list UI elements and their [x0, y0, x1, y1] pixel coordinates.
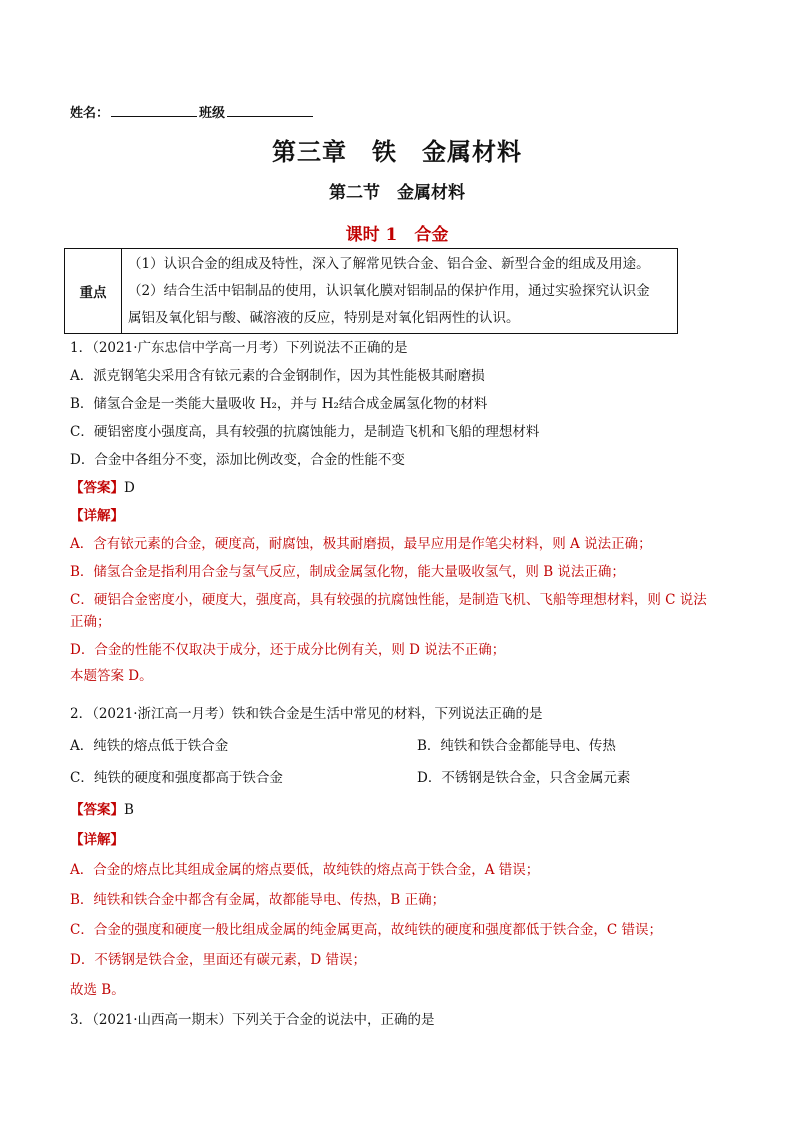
class-label: 班级 [199, 106, 226, 121]
q1-explain-c: C．硬铝合金密度小，硬度大，强度高，具有较强的抗腐蚀性能，是制造飞机、飞船等理想材料，则 C 说法 [70, 592, 707, 608]
q1-answer [70, 478, 135, 498]
q2-conclusion: 故选 B。 [70, 982, 125, 998]
q2-detail-label: 【详解】 [70, 832, 124, 848]
q2-explain-b: B．纯铁和铁合金中都含有金属，故都能导电、传热，B 正确； [70, 892, 446, 908]
q2-options-row-1 [70, 736, 730, 756]
q2-answer [70, 800, 134, 820]
name-label: 姓名： [70, 106, 110, 121]
q1-option-d: D．合金中各组分不变，添加比例改变，合金的性能不变 [70, 452, 405, 468]
q2-options-row-2 [70, 768, 730, 788]
q1-explain-d: D．合金的性能不仅取决于成分，还于成分比例有关，则 D 说法不正确； [70, 642, 506, 658]
key-points-label: 重点 [65, 249, 122, 333]
key-point-2-cont: 属铝及氧化铝与酸、碱溶液的反应，特别是对氧化铝两性的认识。 [128, 310, 520, 326]
q2-answer-value: B [124, 802, 134, 818]
q2-explain-a: A．合金的熔点比其组成金属的熔点要低，故纯铁的熔点高于铁合金，A 错误； [70, 862, 540, 878]
q2-option-b: B．纯铁和铁合金都能导电、传热 [417, 738, 616, 754]
q1-option-a: A．派克钢笔尖采用含有铱元素的合金钢制作，因为其性能极其耐磨损 [70, 368, 485, 384]
q1-option-c: C．硬铝密度小强度高，具有较强的抗腐蚀能力，是制造飞机和飞船的理想材料 [70, 424, 540, 440]
chapter-title: 第三章 铁 金属材料 [272, 137, 522, 166]
q1-stem: 1．（2021·广东忠信中学高一月考）下列说法不正确的是 [70, 340, 408, 356]
class-blank[interactable] [227, 104, 313, 117]
q1-answer-label: 【答案】 [70, 480, 124, 496]
student-info-line [70, 102, 315, 121]
key-point-2: （2）结合生活中铝制品的使用，认识氧化膜对铝制品的保护作用，通过实验探究认识金 [128, 283, 650, 299]
key-points-box [64, 248, 678, 334]
name-blank[interactable] [111, 104, 197, 117]
q1-explain-a: A．含有铱元素的合金，硬度高，耐腐蚀，极其耐磨损，最早应用是作笔尖材料，则 A 说法正确； [70, 536, 652, 552]
q1-detail-label: 【详解】 [70, 508, 124, 524]
q3-stem: 3．（2021·山西高一期末）下列关于合金的说法中，正确的是 [70, 1012, 435, 1028]
key-point-1: （1）认识合金的组成及特性，深入了解常见铁合金、铝合金、新型合金的组成及用途。 [128, 256, 650, 272]
q1-option-b: B．储氢合金是一类能大量吸收 H₂，并与 H₂结合成金属氢化物的材料 [70, 396, 488, 412]
q1-answer-value: D [124, 480, 135, 496]
q2-option-d: D．不锈钢是铁合金，只含金属元素 [417, 770, 631, 786]
lesson-title: 课时 1 合金 [345, 225, 449, 245]
section-title: 第二节 金属材料 [329, 183, 465, 203]
q2-option-c: C．纯铁的硬度和强度都高于铁合金 [70, 770, 283, 786]
q2-option-a: A．纯铁的熔点低于铁合金 [70, 738, 229, 754]
q2-stem: 2．（2021·浙江高一月考）铁和铁合金是生活中常见的材料，下列说法正确的是 [70, 706, 543, 722]
q2-explain-c: C．合金的强度和硬度一般比组成金属的纯金属更高，故纯铁的硬度和强度都低于铁合金，C 错误； [70, 922, 662, 938]
q1-explain-c-cont: 正确； [70, 614, 111, 630]
q2-explain-d: D．不锈钢是铁合金，里面还有碳元素，D 错误； [70, 952, 366, 968]
q1-explain-b: B．储氢合金是指利用合金与氢气反应，制成金属氢化物，能大量吸收氢气，则 B 说法正确； [70, 564, 625, 580]
q2-answer-label: 【答案】 [70, 802, 124, 818]
q1-conclusion: 本题答案 D。 [70, 668, 153, 684]
key-points-content [122, 249, 677, 333]
